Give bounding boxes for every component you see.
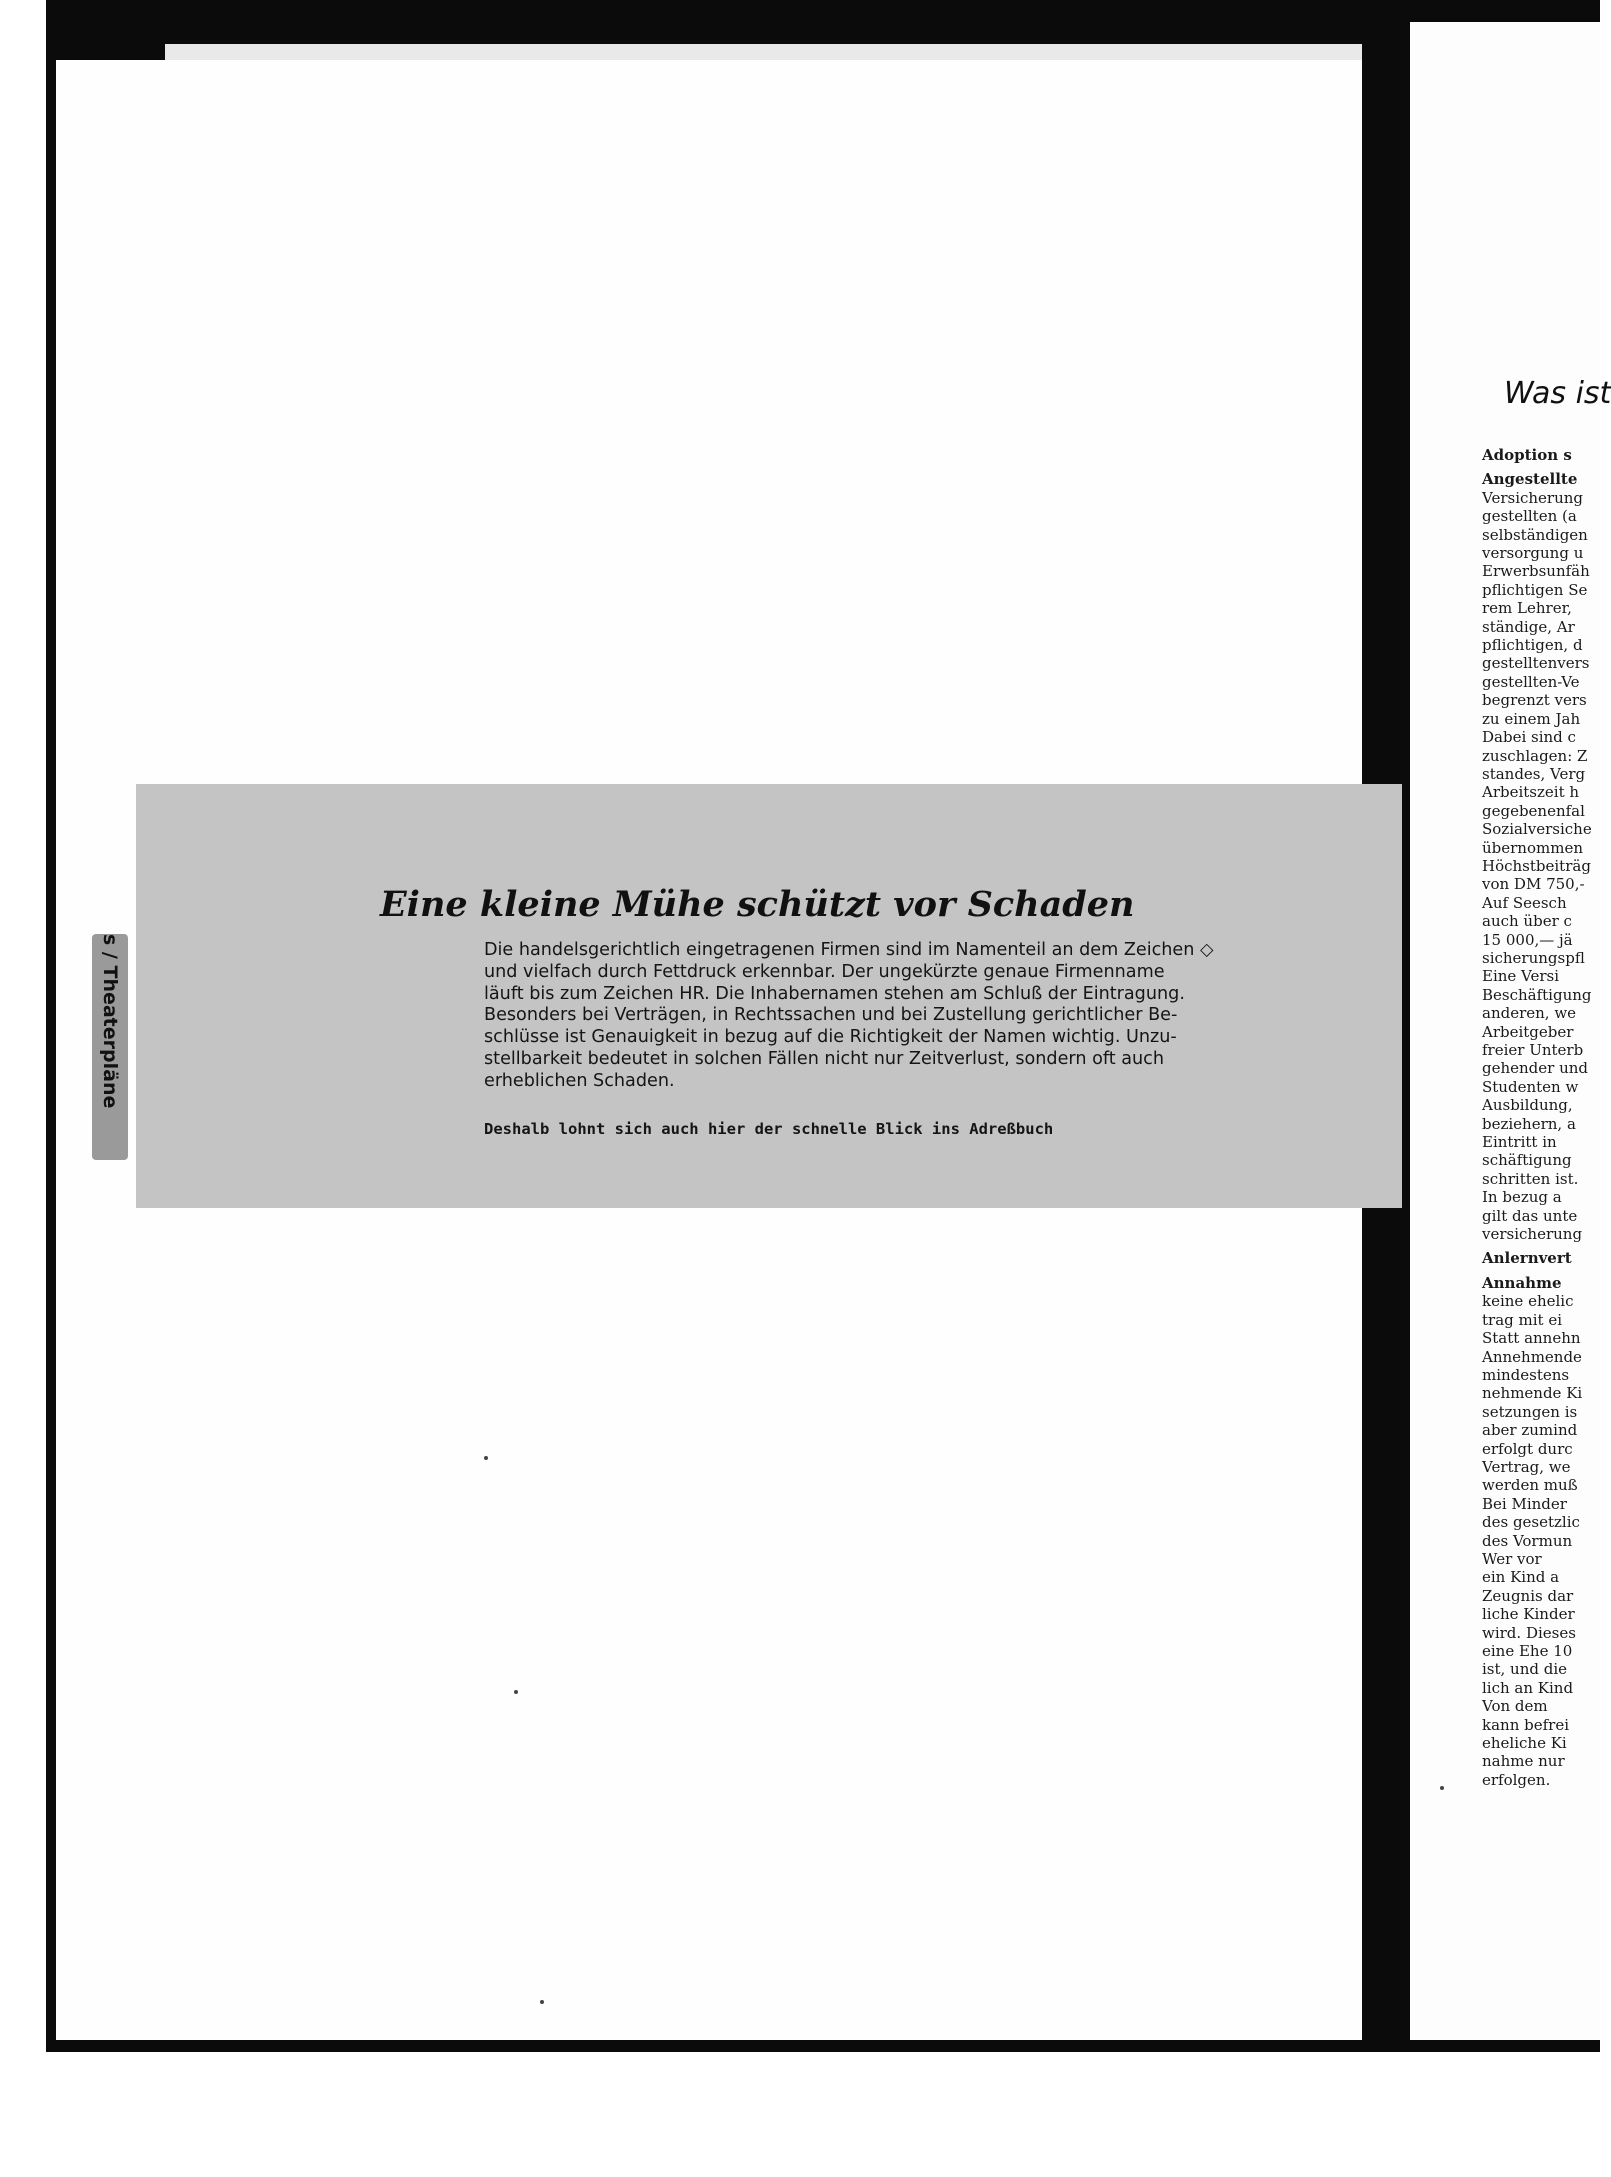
right-page-line: des gesetzlic: [1482, 1513, 1580, 1532]
right-page-line: eheliche Ki: [1482, 1734, 1567, 1753]
index-tab-label: s / Theaterpläne: [99, 934, 121, 1109]
right-page-line: auch über c: [1482, 912, 1572, 931]
right-page-line: Angestellte: [1482, 470, 1578, 489]
right-page-line: gehender und: [1482, 1059, 1589, 1078]
right-page-line: Erwerbsunfäh: [1482, 562, 1590, 581]
right-page-line: Höchstbeiträg: [1482, 856, 1591, 875]
right-page-line: keine ehelic: [1482, 1292, 1574, 1311]
advert-line: stellbarkeit bedeutet in solchen Fällen nicht nur Zeitverlust, sondern oft auch: [484, 1048, 1164, 1069]
right-page-line: Vertrag, we: [1482, 1457, 1571, 1476]
right-page-line: rem Lehrer,: [1482, 599, 1572, 618]
right-page-line: In bezug a: [1482, 1188, 1562, 1207]
right-page-line: ein Kind a: [1482, 1568, 1560, 1587]
right-page-line: Adoption s: [1482, 446, 1572, 464]
right-page-line: nehmende Ki: [1482, 1384, 1583, 1403]
right-page-line: schritten ist.: [1482, 1169, 1579, 1188]
print-speck: [540, 2000, 544, 2004]
right-page-line: gestelltenvers: [1482, 654, 1590, 673]
right-page-line: Arbeitszeit h: [1482, 783, 1580, 802]
advert-body: [484, 940, 1214, 1093]
right-page-line: Versicherung: [1482, 488, 1584, 507]
right-page-line: 15 000,— jä: [1482, 930, 1573, 949]
page-edge: [165, 44, 1365, 60]
scanner-background-bottom: [46, 2040, 1600, 2052]
right-page-line: gilt das unte: [1482, 1206, 1578, 1225]
right-page-line: ist, und die: [1482, 1660, 1568, 1679]
right-page-line: aber zumind: [1482, 1421, 1578, 1440]
right-page-line: liche Kinder: [1482, 1605, 1575, 1624]
right-page-line: versorgung u: [1482, 544, 1584, 563]
right-page-line: trag mit ei: [1482, 1310, 1563, 1329]
right-page-line: pflichtigen Se: [1482, 580, 1588, 599]
right-page-line: nahme nur: [1482, 1752, 1565, 1771]
advert-title: Eine kleine Mühe schützt vor Schaden: [380, 884, 1135, 925]
right-page-line: Bei Minder: [1482, 1494, 1567, 1513]
right-page-line: wird. Dieses: [1482, 1623, 1576, 1642]
right-page-line: Eintritt in: [1482, 1133, 1557, 1152]
right-page-line: übernommen: [1482, 838, 1583, 857]
right-page-line: Annahme: [1482, 1273, 1562, 1292]
right-page-line: gestellten (a: [1482, 507, 1577, 526]
right-page-line: Arbeitgeber: [1482, 1022, 1574, 1041]
advert-footer: Deshalb lohnt sich auch hier der schnelle Blick ins Adreßbuch: [484, 1120, 1054, 1138]
advert-line: Besonders bei Verträgen, in Rechtssachen und bei Zustellung gerichtlicher Be-: [484, 1005, 1178, 1026]
right-page-line: Zeugnis dar: [1482, 1586, 1574, 1605]
right-page-line: Wer vor: [1482, 1549, 1542, 1568]
advert-line: läuft bis zum Zeichen HR. Die Inhabernamen stehen am Schluß der Eintragung.: [484, 983, 1185, 1004]
right-page-line: erfolgen.: [1482, 1770, 1551, 1789]
right-page-line: selbständigen: [1482, 525, 1588, 544]
right-page-line: lich an Kind: [1482, 1678, 1574, 1697]
right-page-line: kann befrei: [1482, 1715, 1569, 1734]
right-page-line: Ausbildung,: [1482, 1096, 1573, 1115]
right-page-line: Anlernvert: [1482, 1249, 1572, 1268]
right-page-line: beziehern, a: [1482, 1114, 1576, 1133]
right-page-line: setzungen is: [1482, 1402, 1578, 1421]
right-page-line: pflichtigen, d: [1482, 636, 1583, 655]
print-speck: [1440, 1786, 1444, 1790]
right-page-line: versicherung: [1482, 1225, 1583, 1244]
right-page-line: eine Ehe 10: [1482, 1642, 1573, 1660]
right-page-line: Statt annehn: [1482, 1329, 1581, 1348]
right-page-line: Von dem: [1482, 1697, 1548, 1716]
right-page-line: gestellten-Ve: [1482, 672, 1580, 691]
scanner-background-left: [46, 0, 56, 2052]
right-page-line: mindestens: [1482, 1365, 1570, 1384]
right-page-line: werden muß: [1482, 1476, 1578, 1495]
right-page-line: Sozialversiche: [1482, 820, 1592, 839]
right-page-line: zuschlagen: Z: [1482, 746, 1588, 765]
advert-line: schlüsse ist Genauigkeit in bezug auf die Richtigkeit der Namen wichtig. Unzu-: [484, 1027, 1177, 1048]
advert-line: erheblichen Schaden.: [484, 1070, 675, 1091]
right-page-line: Beschäftigung: [1482, 985, 1592, 1004]
right-page-line: Dabei sind c: [1482, 728, 1576, 747]
right-page-line: freier Unterb: [1482, 1041, 1584, 1059]
print-speck: [514, 1690, 518, 1694]
right-page-line: Studenten w: [1482, 1077, 1579, 1096]
right-page-line: zu einem Jah: [1482, 709, 1581, 728]
right-page-line: schäftigung: [1482, 1151, 1572, 1170]
right-page-line: Eine Versi: [1482, 967, 1560, 986]
right-page-line: gegebenenfal: [1482, 801, 1585, 820]
right-page-line: begrenzt vers: [1482, 691, 1587, 710]
right-page-line: standes, Verg: [1482, 764, 1586, 783]
right-page-line: anderen, we: [1482, 1004, 1577, 1023]
right-page-line: von DM 750,-: [1482, 875, 1585, 894]
right-page-line: des Vormun: [1482, 1531, 1573, 1550]
right-page-column: [1482, 446, 1600, 1789]
print-speck: [484, 1456, 488, 1460]
right-page-line: ständige, Ar: [1482, 617, 1575, 636]
right-page-title: Was ist: [1504, 376, 1611, 411]
right-page-line: sicherungspfl: [1482, 948, 1585, 967]
advert-line: Die handelsgerichtlich eingetragenen Firmen sind im Namenteil an dem Zeichen ◇: [484, 940, 1214, 960]
right-page-line: Auf Seesch: [1482, 893, 1567, 912]
advert-line: und vielfach durch Fettdruck erkennbar. Der ungekürzte genaue Firmenname: [484, 961, 1165, 982]
right-page-line: erfolgt durc: [1482, 1439, 1573, 1458]
right-page-line: Annehmende: [1482, 1347, 1582, 1366]
